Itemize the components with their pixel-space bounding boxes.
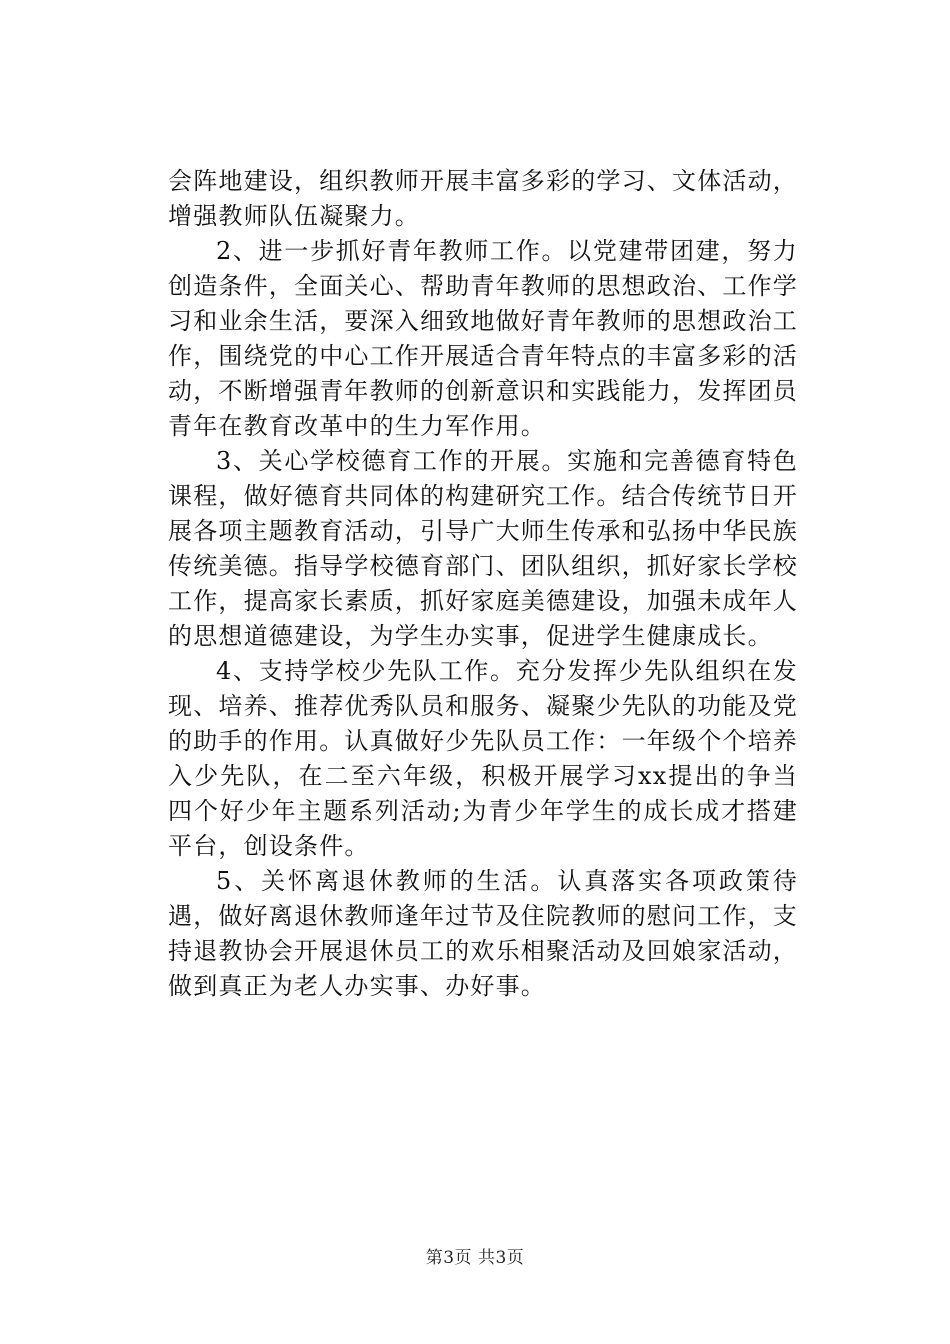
paragraph-item-2: 2、进一步抓好青年教师工作。以党建带团建，努力创造条件，全面关心、帮助青年教师的思想政治、工作学习和业余生活，要深入细致地做好青年教师的思想政治工作，围绕党的中心工作开展适合青年特点的丰富多彩的活动，不断增强青年教师的创新意识和实践能力，发挥团员青年在教育改革中的生力军作用。 — [168, 237, 798, 440]
document-body — [168, 164, 798, 1004]
paragraph-item-3: 3、关心学校德育工作的开展。实施和完善德育特色课程，做好德育共同体的构建研究工作。结合传统节日开展各项主题教育活动，引导广大师生传承和弘扬中华民族传统美德。指导学校德育部门、团队组织，抓好家长学校工作，提高家长素质，抓好家庭美德建设，加强未成年人的思想道德建设，为学生办实事，促进学生健康成长。 — [168, 447, 798, 650]
page-footer — [0, 1243, 950, 1268]
page-number: 第3页 共3页 — [425, 1248, 525, 1268]
paragraph-item-4: 4、支持学校少先队工作。充分发挥少先队组织在发现、培养、推荐优秀队员和服务、凝聚少先队的功能及党的助手的作用。认真做好少先队员工作：一年级个个培养入少先队，在二至六年级，积极开展学习xx提出的争当四个好少年主题系列活动;为青少年学生的成长成才搭建平台，创设条件。 — [168, 657, 798, 860]
paragraph-item-5: 5、关怀离退休教师的生活。认真落实各项政策待遇，做好离退休教师逢年过节及住院教师的慰问工作，支持退教协会开展退休员工的欢乐相聚活动及回娘家活动，做到真正为老人办实事、办好事。 — [168, 867, 798, 1000]
paragraph-continuation: 会阵地建设，组织教师开展丰富多彩的学习、文体活动，增强教师队伍凝聚力。 — [168, 167, 798, 230]
